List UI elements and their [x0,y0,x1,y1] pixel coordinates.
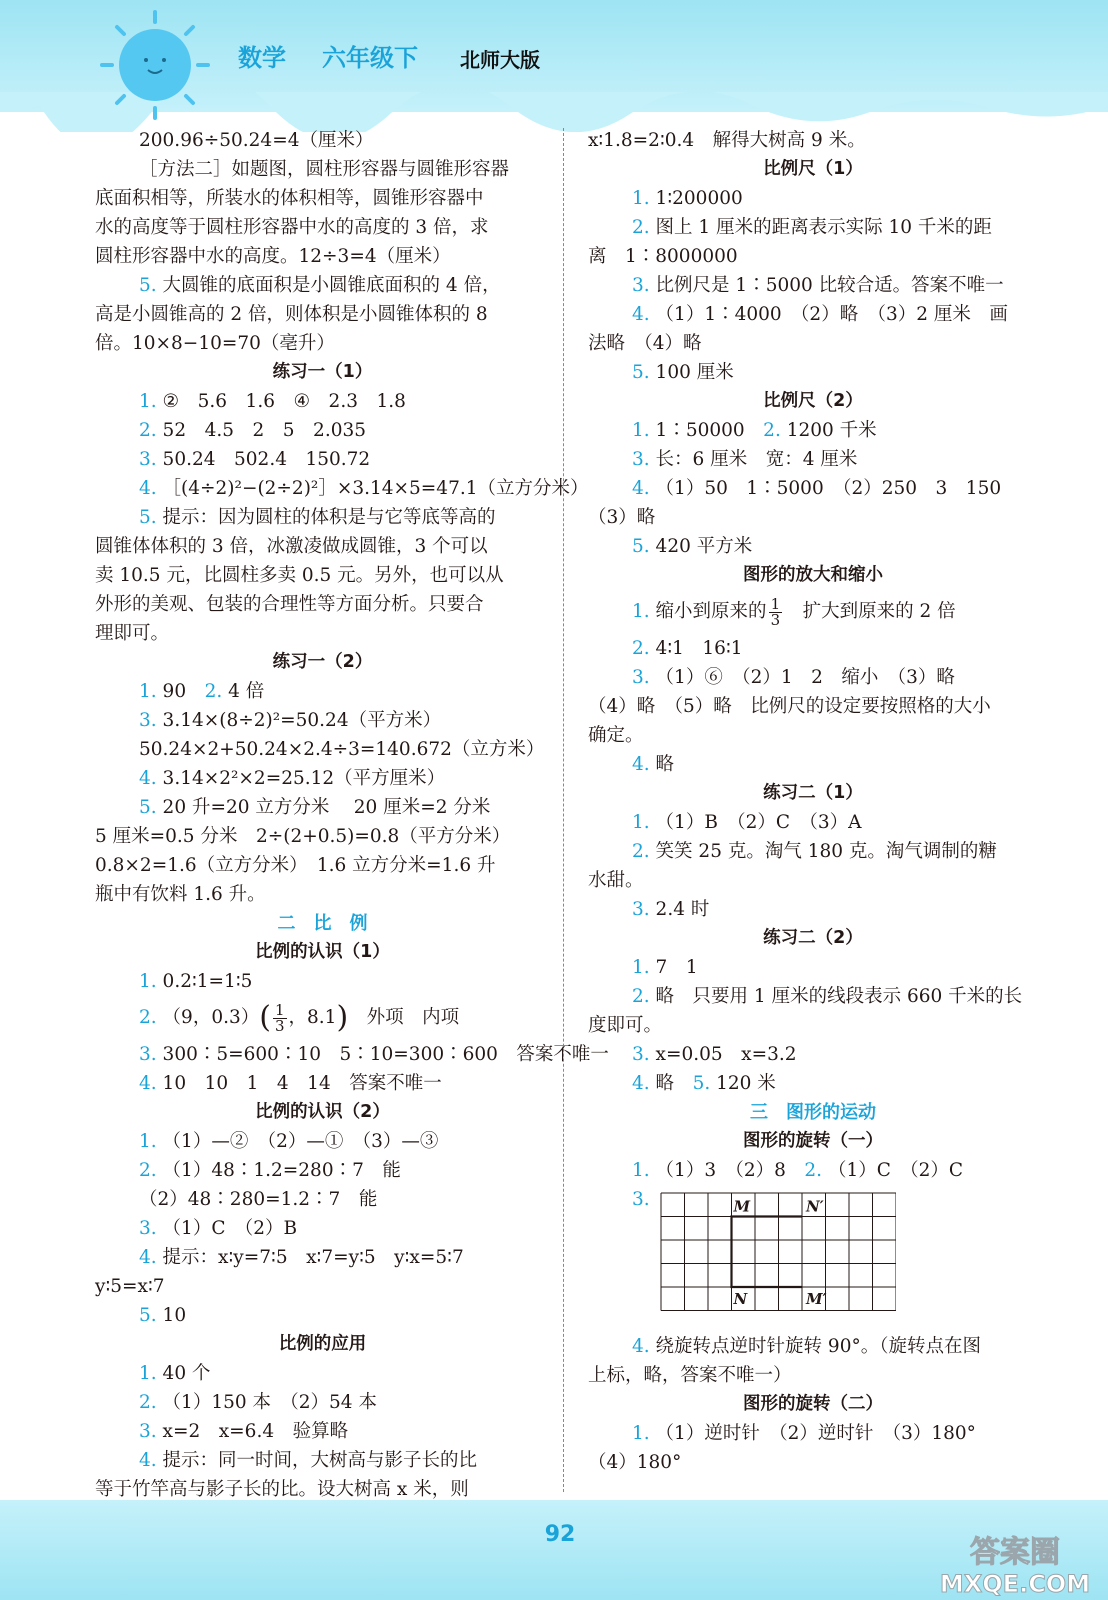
answer-text: 10 [162,1305,187,1326]
item-number: 3. [632,899,650,920]
section-heading [588,779,1038,808]
answer-line [588,474,1038,503]
answer-text: 练习二（1） [763,783,863,803]
section-heading [95,1098,550,1127]
answer-text: 缩小到原来的 [655,601,767,622]
answer-line [95,764,550,793]
answer-line [95,735,550,764]
answer-text: 扩大到原来的 2 倍 [784,601,956,622]
answer-text: 2.4 时 [655,899,710,920]
answer-text: ［方法二］如题图，圆柱形容器与圆锥形容器 [139,159,510,180]
subject-title: 数学 [238,44,286,72]
item-number: 3. [139,1218,157,1239]
answer-line [95,445,550,474]
answer-text: x=2 x=6.4 验算略 [162,1421,349,1442]
watermark-url: MXQE.COM [939,1570,1091,1598]
answer-text: 图形的旋转（一） [743,1131,883,1151]
section-heading [588,1127,1038,1156]
item-number: 2. [632,841,650,862]
answer-text: 100 厘米 [655,362,734,383]
item-number: 1. [139,1363,157,1384]
answer-text: 比例的认识（2） [255,1102,390,1122]
item-number: 2. [204,681,223,702]
section-heading [588,1390,1038,1419]
answer-text: 90 [162,681,205,702]
item-number: 3. [632,1189,650,1210]
item-number: 4. [139,1073,157,1094]
answer-text: 4∶1 16∶1 [655,638,743,659]
numerator: 1 [770,594,781,613]
section-heading [588,155,1038,184]
item-number: 4. [139,1450,157,1471]
answer-text: 20 升=20 立方分米 20 厘米=2 分米 [162,797,491,818]
answer-text: （1）B （2）C （3）A [655,812,862,833]
answer-text: （1）C （2）B [162,1218,298,1239]
item-number: 2. [763,420,781,441]
answer-text: 50.24 502.4 150.72 [162,449,371,470]
item-number: 1. [632,1160,650,1181]
answer-line [95,677,550,706]
item-number: 3. [632,1044,650,1065]
answer-text: （1）逆时针 （2）逆时针 （3）180° [655,1423,976,1444]
item-number: 3. [139,1421,157,1442]
answer-line [95,213,550,242]
answer-text: 略 [655,754,675,775]
answer-line [588,982,1038,1011]
section-heading [588,561,1038,590]
answer-text: 等于竹竿高与影子长的比。设大树高 x 米，则 [95,1479,469,1500]
answer-text: 外项 内项 [348,1007,460,1028]
answer-text: 420 平方米 [655,536,753,557]
answer-line [95,1156,550,1185]
answer-text: （1）3 （2）8 [655,1160,805,1181]
answer-text: 上标，略，答案不唯一） [588,1365,792,1386]
answer-text: 确定。 [588,725,644,746]
item-number: 2. [632,638,650,659]
answer-text: 练习一（1） [272,362,373,382]
answer-line [588,634,1038,663]
answer-line [588,837,1038,866]
answer-text: 比例尺是 1∶5000 比较合适。答案不唯一 [655,275,1004,296]
answer-line [588,329,1038,358]
answer-line [95,1417,550,1446]
label-m-prime: M′ [806,1290,827,1308]
answer-line [588,895,1038,924]
item-number: 5. [692,1073,711,1094]
answer-line [588,953,1038,982]
answer-text: （1）50 1∶5000 （2）250 3 150 [655,478,1002,499]
answer-line [95,1127,550,1156]
answer-line [95,503,550,532]
answer-line [588,1011,1038,1040]
answer-text: 外形的美观、包装的合理性等方面分析。只要合 [95,594,484,615]
answer-line [95,1301,550,1330]
item-number: 4. [632,1336,650,1357]
answer-line [95,880,550,909]
answer-line [588,590,1038,634]
answer-text: 0.8×2=1.6（立方分米） 1.6 立方分米=1.6 升 [95,855,496,876]
item-number: 3. [632,667,650,688]
item-number: 4. [632,304,650,325]
answer-line [588,503,1038,532]
section-heading [95,648,550,677]
answer-text: （1）C （2）C [827,1160,964,1181]
label-n-prime: N′ [806,1197,824,1216]
section-heading [588,1098,1038,1127]
denominator: 3 [274,1016,285,1035]
label-n: N [733,1290,748,1308]
item-number: 5. [139,797,157,818]
answer-text: 200.96÷50.24=4（厘米） [139,130,374,151]
answer-line [95,590,550,619]
paren: ( [259,1000,271,1035]
answer-text: （3）略 [588,507,656,528]
answer-line [588,1419,1038,1448]
answer-text: 二 比 例 [277,913,368,934]
answer-text: （1）—② （2）—① （3）—③ [162,1131,439,1152]
answer-line [95,1388,550,1417]
column-divider [563,128,564,1492]
section-heading [588,924,1038,953]
edition-title: 北师大版 [460,48,540,72]
item-number: 1. [632,812,650,833]
answer-text: （1）1∶4000 （2）略 （3）2 厘米 画 [655,304,1008,325]
item-number: 4. [632,754,650,775]
answer-line [95,387,550,416]
section-heading [95,1330,550,1359]
answer-text: 52 4.5 2 5 2.035 [162,420,367,441]
item-number: 2. [139,1392,157,1413]
header-band [0,0,1108,112]
answer-line [95,996,550,1040]
answer-text: 略 [655,1073,693,1094]
answer-line [588,1156,1038,1185]
answer-line [95,1185,550,1214]
item-number: 2. [139,420,157,441]
answer-line [95,619,550,648]
paren: ) [336,1000,349,1035]
answer-text: 7 1 [655,957,698,978]
answer-line [95,1040,609,1069]
answer-text: 水甜。 [588,870,644,891]
answer-line [95,126,550,155]
answer-text: 笑笑 25 克。淘气 180 克。淘气调制的糖 [655,841,997,862]
answer-text: 大圆锥的底面积是小圆锥底面积的 4 倍， [162,275,501,296]
answer-line [588,663,1038,692]
answer-line [588,692,1038,721]
answer-line [588,721,1038,750]
answer-line [95,242,550,271]
answer-line [95,1359,550,1388]
answer-line [95,300,550,329]
answer-line [588,358,1038,387]
answer-line [95,1214,550,1243]
answer-line [588,445,1038,474]
answer-text: y∶5=x∶7 [95,1276,165,1297]
answer-line [95,1243,550,1272]
answer-line [588,808,1038,837]
item-number: 1. [632,957,650,978]
item-number: 1. [632,1423,650,1444]
answer-text: 提示：因为圆柱的体积是与它等底等高的 [162,507,496,528]
fraction [273,1000,287,1035]
answer-text: 长：6 厘米 宽：4 厘米 [655,449,858,470]
section-heading [95,358,550,387]
section-heading [95,909,550,938]
answer-line [95,706,550,735]
answer-text: 理即可。 [95,623,170,644]
item-number: 4. [139,768,157,789]
item-number: 5. [632,362,650,383]
answer-text: ［(4÷2)²−(2÷2)²］×3.14×5=47.1（立方分米） [162,478,589,499]
sun-icon [100,10,210,120]
item-number: 3. [139,710,157,731]
watermark-title: 答案圈 [970,1535,1060,1570]
answer-text: 10 10 1 4 14 答案不唯一 [162,1073,442,1094]
answer-text: 底面积相等，所装水的体积相等，圆锥形容器中 [95,188,484,209]
answer-text: （1）⑥ （2）1 2 缩小 （3）略 [655,667,955,688]
item-number: 5. [139,275,157,296]
answer-line [95,474,589,503]
answer-line [95,416,550,445]
answer-line [588,271,1038,300]
rotated-figure-path [732,1217,803,1288]
section-heading [588,387,1038,416]
answer-text: ② 5.6 1.6 ④ 2.3 1.8 [162,391,406,412]
item-number: 3. [632,275,650,296]
answer-text: 120 米 [716,1073,776,1094]
item-number: 5. [632,536,650,557]
answer-text: 练习一（2） [272,652,373,672]
answer-text: 圆柱形容器中水的高度。12÷3=4（厘米） [95,246,451,267]
answer-text: 图形的旋转（二） [743,1394,883,1414]
answer-line [95,561,550,590]
item-number: 5. [139,507,157,528]
answer-text: 1∶200000 [655,188,743,209]
item-number: 1. [632,188,650,209]
item-number: 1. [139,1131,157,1152]
answer-text: 3.14×(8÷2)²=50.24（平方米） [162,710,442,731]
answer-line [95,271,550,300]
watermark-logo [930,1530,1100,1600]
item-number: 3. [139,1044,157,1065]
answer-text: 高是小圆锥高的 2 倍，则体积是小圆锥体积的 8 [95,304,488,325]
answer-line [95,329,550,358]
item-number: 4. [139,1247,157,1268]
answer-line [95,967,550,996]
answer-text: 倍。10×8−10=70（亳升） [95,333,335,354]
item-number: 1. [632,420,650,441]
label-m: M [733,1197,751,1216]
item-number: 1. [632,601,650,622]
answer-text: （4）180° [588,1452,682,1473]
answer-line [588,300,1038,329]
item-number: 4. [632,1073,650,1094]
answer-text: 比例尺（2） [763,391,863,411]
item-number: 5. [139,1305,157,1326]
answer-text: 练习二（2） [763,928,863,948]
answer-line [588,1361,1038,1390]
answer-text: 三 图形的运动 [750,1102,876,1123]
answer-text: 1200 千米 [786,420,877,441]
item-number: 2. [632,217,650,238]
answer-text: 图形的放大和缩小 [743,565,883,585]
answer-line [588,1448,1038,1477]
answer-line [95,793,550,822]
answer-text: ，8.1 [288,1007,337,1028]
answer-text: （4）略 （5）略 比例尺的设定要按照格的大小 [588,696,991,717]
answer-text: 1∶50000 [655,420,764,441]
answer-line [588,184,1038,213]
answer-text: （2）48∶280=1.2∶7 能 [139,1189,378,1210]
item-number: 1. [139,391,157,412]
answer-text: 3.14×2²×2=25.12（平方厘米） [162,768,446,789]
answer-line [95,1272,550,1301]
item-number: 3. [139,449,157,470]
answer-text: 5 厘米=0.5 分米 2÷(2+0.5)=0.8（平方分米） [95,826,511,847]
answer-text: 提示：同一时间，大树高与影子长的比 [162,1450,478,1471]
left-answer-column [95,126,609,1504]
answer-line [95,532,550,561]
answer-text: 圆锥体体积的 3 倍，冰激凌做成圆锥，3 个可以 [95,536,488,557]
answer-line [95,155,550,184]
answer-text: （1）48∶1.2=280∶7 能 [162,1160,401,1181]
answer-text: 40 个 [162,1363,211,1384]
rotation-grid-figure [660,1192,896,1312]
answer-text: 提示：x∶y=7∶5 x∶7=y∶5 y∶x=5∶7 [162,1247,464,1268]
answer-text: 水的高度等于圆柱形容器中水的高度的 3 倍，求 [95,217,489,238]
answer-text: 比例的认识（1） [255,942,390,962]
answer-line [588,1069,1038,1098]
answer-line [588,750,1038,779]
answer-text: 度即可。 [588,1015,663,1036]
numerator: 1 [274,1000,285,1019]
answer-text: 300∶5=600∶10 5∶10=300∶600 答案不唯一 [162,1044,609,1065]
answer-text: （1）150 本 （2）54 本 [162,1392,377,1413]
answer-line [588,532,1038,561]
answer-line [588,866,1038,895]
answer-text: x=0.05 x=3.2 [655,1044,797,1065]
grade-title: 六年级下 [322,44,418,72]
fraction [769,594,783,629]
answer-text: 比例尺（1） [763,159,863,179]
answer-text: 卖 10.5 元，比圆柱多卖 0.5 元。另外，也可以从 [95,565,504,586]
answer-text: 瓶中有饮料 1.6 升。 [95,884,266,905]
answer-line [588,1332,1038,1361]
answer-line [95,822,550,851]
answer-text: 0.2∶1=1∶5 [162,971,253,992]
answer-line [588,416,1038,445]
item-number: 1. [139,971,157,992]
answer-text: 比例的应用 [278,1334,367,1354]
item-number: 3. [632,449,650,470]
answer-line [588,126,1038,155]
item-number: 2. [804,1160,823,1181]
answer-line [95,1446,550,1475]
answer-line [588,1040,1038,1069]
page-number: 92 [544,1522,576,1547]
item-number: 4. [632,478,650,499]
answer-text: x∶1.8=2∶0.4 解得大树高 9 米。 [588,130,866,151]
answer-line [95,1069,550,1098]
answer-line [588,242,1038,271]
item-number: 2. [139,1160,157,1181]
answer-text: 离 1∶8000000 [588,246,738,267]
item-number: 2. [139,1007,157,1028]
item-number: 1. [139,681,157,702]
answer-text: （9，0.3） [162,1007,260,1028]
answer-text: 50.24×2+50.24×2.4÷3=140.672（立方米） [139,739,545,760]
section-heading [95,938,550,967]
item-number: 4. [139,478,157,499]
answer-text: 图上 1 厘米的距离表示实际 10 千米的距 [655,217,992,238]
answer-line [588,213,1038,242]
item-number: 2. [632,986,650,1007]
answer-text: 略 只要用 1 厘米的线段表示 660 千米的长 [655,986,1023,1007]
denominator: 3 [770,610,781,629]
answer-text: 绕旋转点逆时针旋转 90°。（旋转点在图 [655,1336,981,1357]
answer-line [95,851,550,880]
answer-text: 法略 （4）略 [588,333,702,354]
answer-text: 4 倍 [228,681,265,702]
answer-line [95,184,550,213]
